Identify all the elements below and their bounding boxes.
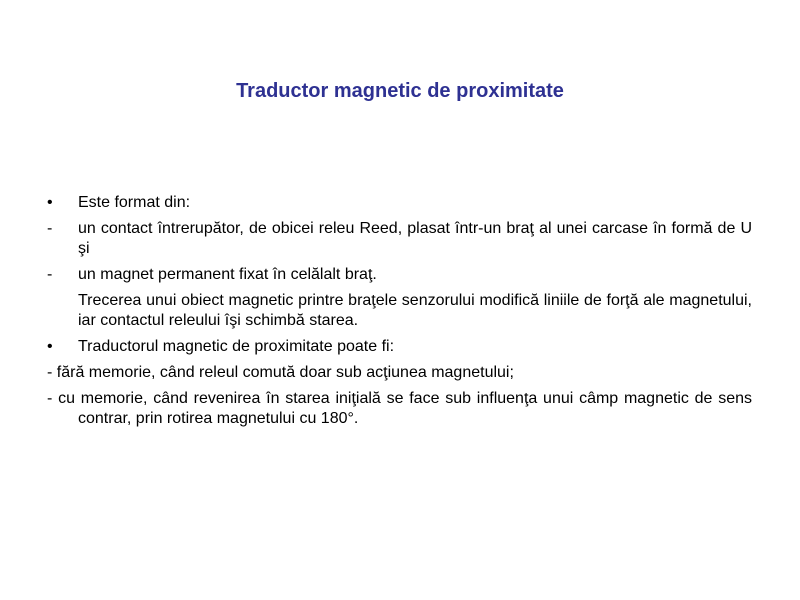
bullet-item [47,193,752,213]
dash-text: un contact întrerupător, de obicei releu Reed, plasat într-un braţ al unei carcase în formă de U şi [78,220,752,257]
dash-marker: - [47,220,53,237]
variant-item-with-memory: - cu memorie, când revenirea în starea iniţială se face sub influenţa unui câmp magnetic de sens contrar, prin rotirea magnetului cu 180°. [47,390,752,427]
dash-item [47,219,752,259]
slide-title: Traductor magnetic de proximitate [236,80,564,102]
bullet-marker: • [47,194,53,211]
dash-text: un magnet permanent fixat în celălalt braţ. [78,266,377,283]
bullet-marker: • [47,338,53,355]
variant-item-no-memory: - fără memorie, când releul comută doar sub acţiunea magnetului; [47,364,514,381]
bullet-text: Traductorul magnetic de proximitate poate fi: [78,338,395,355]
bullet-text: Este format din: [78,194,191,211]
slide-content [47,193,752,435]
dash-marker: - [47,266,53,283]
description-paragraph [47,291,752,331]
description-text: Trecerea unui obiect magnetic printre braţele senzorului modifică liniile de forţă ale magnetului, iar contactul releului îşi schimbă starea. [78,292,752,329]
dash-item [47,265,752,285]
bullet-item [47,337,752,357]
